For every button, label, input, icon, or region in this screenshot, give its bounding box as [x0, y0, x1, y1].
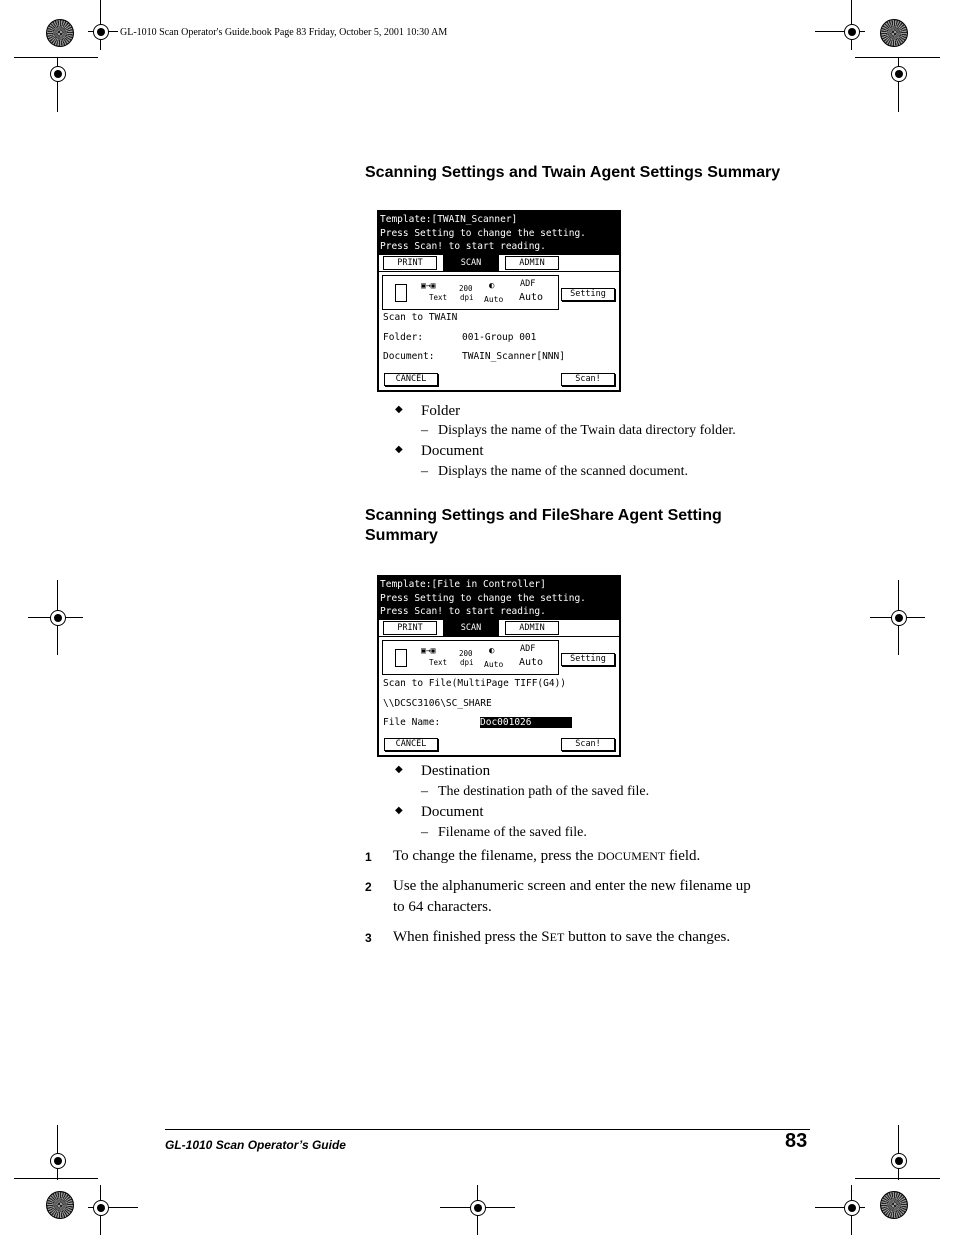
instruction-line: Press Setting to change the setting. [380, 592, 586, 604]
page-number: 83 [785, 1130, 808, 1152]
bullet-title: Folder [421, 403, 461, 419]
scan-options-box[interactable] [382, 640, 559, 675]
tab-scan[interactable]: SCAN [444, 621, 498, 635]
folder-field[interactable]: 001-Group 001 [462, 332, 537, 343]
bullet-icon: ◆ [395, 444, 403, 455]
step-text: To change the filename, press the DOCUMENT field. [393, 848, 701, 864]
step-number: 3 [365, 931, 372, 945]
tab-print[interactable]: PRINT [383, 621, 437, 635]
fileshare-screen-panel [377, 575, 621, 757]
instruction-line: Press Scan! to start reading. [380, 241, 546, 252]
registration-mark-icon [50, 66, 66, 82]
bullet-desc: The destination path of the saved file. [438, 784, 650, 799]
tab-print[interactable]: PRINT [383, 256, 437, 270]
step-text: When finished press the SET button to save the changes. [393, 929, 731, 945]
registration-mark-icon [844, 24, 860, 40]
document-icon [395, 649, 407, 667]
document-label: Document: [383, 351, 435, 362]
bullet-icon: ◆ [395, 805, 403, 816]
step-number: 1 [365, 850, 372, 864]
setting-button[interactable]: Setting [561, 653, 615, 666]
color-bar-icon [46, 19, 74, 47]
source-value: Auto [519, 292, 544, 303]
registration-mark-icon [93, 1200, 109, 1216]
duplex-icon: ◐ [489, 646, 495, 656]
color-bar-icon [46, 1191, 74, 1219]
bullet-title: Document [421, 804, 484, 820]
duplex-label: Auto [484, 660, 504, 669]
bullet-icon: ◆ [395, 764, 403, 775]
tab-scan[interactable]: SCAN [444, 256, 498, 270]
dash-icon: – [421, 464, 428, 479]
section-heading: Scanning Settings and FileShare Agent Setting [365, 507, 722, 524]
source-label: ADF [520, 644, 536, 654]
step-text: Use the alphanumeric screen and enter the new filename up [393, 878, 751, 894]
document-field[interactable]: TWAIN_Scanner[NNN] [462, 351, 565, 362]
footer-rule [165, 1129, 810, 1130]
scan-options-box[interactable] [382, 275, 559, 310]
registration-mark-icon [50, 610, 66, 626]
registration-mark-icon [50, 1153, 66, 1169]
mode-label: Text [429, 293, 448, 302]
bullet-desc: Displays the name of the Twain data directory folder. [438, 423, 736, 438]
color-bar-icon [880, 19, 908, 47]
setting-button[interactable]: Setting [561, 288, 615, 301]
mode-label: Text [429, 658, 448, 667]
bullet-desc: Displays the name of the scanned document. [438, 464, 688, 479]
section-heading: Scanning Settings and Twain Agent Settings Summary [365, 164, 781, 181]
duplex-label: Auto [484, 295, 504, 304]
duplex-icon: ◐ [489, 281, 495, 291]
source-label: ADF [520, 279, 536, 289]
color-bar-icon [880, 1191, 908, 1219]
mode-icon: ▣→▣ [421, 281, 436, 290]
registration-mark-icon [93, 24, 109, 40]
step-text-cont: to 64 characters. [393, 899, 492, 915]
instruction-line: Press Scan! to start reading. [380, 606, 546, 617]
resolution-unit: dpi [460, 293, 474, 302]
source-value: Auto [519, 657, 544, 668]
dash-icon: – [421, 784, 428, 799]
instruction-line: Press Setting to change the setting. [380, 227, 586, 239]
section-heading-cont: Summary [365, 527, 438, 544]
bullet-icon: ◆ [395, 404, 403, 415]
bullet-desc: Filename of the saved file. [438, 825, 587, 840]
registration-mark-icon [891, 1153, 907, 1169]
step-number: 2 [365, 880, 372, 894]
screen-header [379, 577, 619, 620]
dash-icon: – [421, 423, 428, 438]
filename-field[interactable]: Doc001026 [480, 717, 572, 728]
resolution-unit: dpi [460, 658, 474, 667]
screen-header [379, 212, 619, 255]
cancel-button[interactable]: CANCEL [384, 373, 438, 386]
share-path-line: \\DCSC3106\SC_SHARE [383, 698, 492, 709]
template-line: Template:[File in Controller] [380, 579, 546, 590]
twain-screen-panel [377, 210, 621, 392]
folder-label: Folder: [383, 332, 424, 343]
bullet-title: Destination [421, 763, 491, 779]
destination-line: Scan to File(MultiPage TIFF(G4)) [383, 678, 567, 689]
registration-mark-icon [844, 1200, 860, 1216]
bullet-title: Document [421, 443, 484, 459]
resolution-value: 200 [459, 649, 473, 658]
filename-label: File Name: [383, 717, 441, 728]
tab-admin[interactable]: ADMIN [505, 621, 559, 635]
book-info-line: GL-1010 Scan Operator's Guide.book Page 83 Friday, October 5, 2001 10:30 AM [120, 27, 448, 38]
registration-mark-icon [891, 610, 907, 626]
scan-button[interactable]: Scan! [561, 373, 615, 386]
mode-icon: ▣→▣ [421, 646, 436, 655]
scan-button[interactable]: Scan! [561, 738, 615, 751]
registration-mark-icon [891, 66, 907, 82]
document-icon [395, 284, 407, 302]
template-line: Template:[TWAIN_Scanner] [380, 214, 518, 225]
footer-title: GL-1010 Scan Operator’s Guide [165, 1138, 346, 1152]
resolution-value: 200 [459, 284, 473, 293]
destination-line: Scan to TWAIN [383, 312, 458, 323]
registration-mark-icon [470, 1200, 486, 1216]
tab-admin[interactable]: ADMIN [505, 256, 559, 270]
cancel-button[interactable]: CANCEL [384, 738, 438, 751]
dash-icon: – [421, 825, 428, 840]
